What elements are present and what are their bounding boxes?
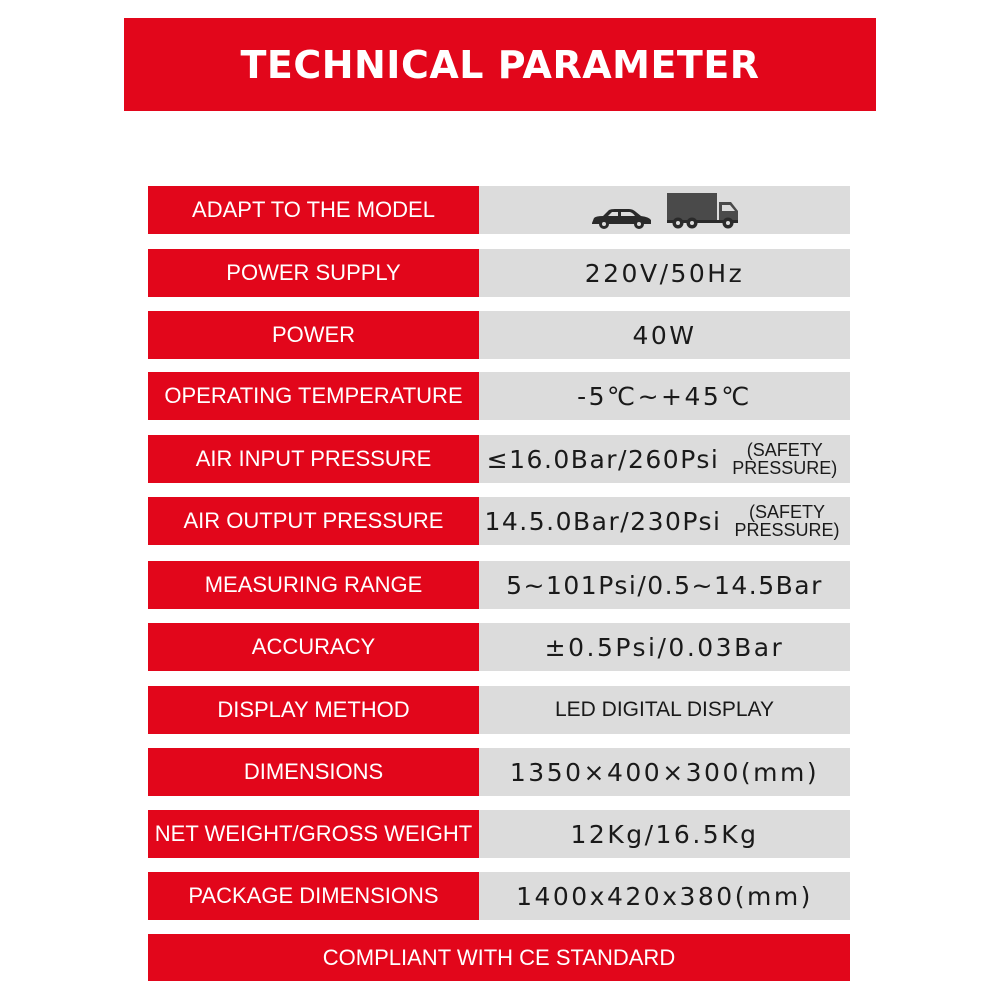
spec-value-note: (SAFETY PRESSURE) bbox=[734, 502, 840, 540]
spec-label: DISPLAY METHOD bbox=[148, 686, 479, 734]
spec-label: NET WEIGHT/GROSS WEIGHT bbox=[148, 810, 479, 858]
spec-label: POWER bbox=[148, 311, 479, 359]
title-banner bbox=[124, 18, 876, 111]
spec-label: DIMENSIONS bbox=[148, 748, 479, 796]
spec-row-power-supply bbox=[148, 249, 850, 297]
spec-row-air-input bbox=[148, 435, 850, 483]
spec-value: 5~101Psi/0.5~14.5Bar bbox=[479, 561, 850, 609]
truck-icon bbox=[665, 190, 741, 230]
vehicle-icons bbox=[589, 190, 741, 230]
spec-row-weight bbox=[148, 810, 850, 858]
spec-row-dimensions bbox=[148, 748, 850, 796]
spec-value-main: ≤16.0Bar/260Psi bbox=[486, 444, 720, 474]
spec-value: 1400x420x380(mm) bbox=[479, 872, 850, 920]
spec-label: ADAPT TO THE MODEL bbox=[148, 186, 479, 234]
spec-row-air-output bbox=[148, 497, 850, 545]
spec-value: 1350×400×300(mm) bbox=[479, 748, 850, 796]
spec-value bbox=[479, 497, 850, 545]
spec-value: 40W bbox=[479, 311, 850, 359]
ce-standard-banner bbox=[148, 934, 850, 981]
page-title: TECHNICAL PARAMETER bbox=[240, 42, 760, 87]
spec-value: 12Kg/16.5Kg bbox=[479, 810, 850, 858]
spec-value-note: (SAFETY PRESSURE) bbox=[732, 440, 838, 478]
spec-label: POWER SUPPLY bbox=[148, 249, 479, 297]
spec-value bbox=[479, 435, 850, 483]
spec-value: 220V/50Hz bbox=[479, 249, 850, 297]
spec-row-power bbox=[148, 311, 850, 359]
spec-row-display-method bbox=[148, 686, 850, 734]
spec-value: ±0.5Psi/0.03Bar bbox=[479, 623, 850, 671]
spec-label: MEASURING RANGE bbox=[148, 561, 479, 609]
spec-value: LED DIGITAL DISPLAY bbox=[479, 686, 850, 734]
spec-row-temperature bbox=[148, 372, 850, 420]
spec-row-accuracy bbox=[148, 623, 850, 671]
spec-row-model bbox=[148, 186, 850, 234]
spec-value-main: 14.5.0Bar/230Psi bbox=[484, 506, 722, 536]
spec-row-package-dimensions bbox=[148, 872, 850, 920]
spec-value bbox=[479, 186, 850, 234]
car-icon bbox=[589, 206, 653, 230]
spec-label: AIR OUTPUT PRESSURE bbox=[148, 497, 479, 545]
spec-row-measuring-range bbox=[148, 561, 850, 609]
spec-label: ACCURACY bbox=[148, 623, 479, 671]
spec-label: AIR INPUT PRESSURE bbox=[148, 435, 479, 483]
spec-label: OPERATING TEMPERATURE bbox=[148, 372, 479, 420]
spec-label: PACKAGE DIMENSIONS bbox=[148, 872, 479, 920]
spec-value: -5℃~+45℃ bbox=[479, 372, 850, 420]
footer-text: COMPLIANT WITH CE STANDARD bbox=[322, 944, 676, 970]
